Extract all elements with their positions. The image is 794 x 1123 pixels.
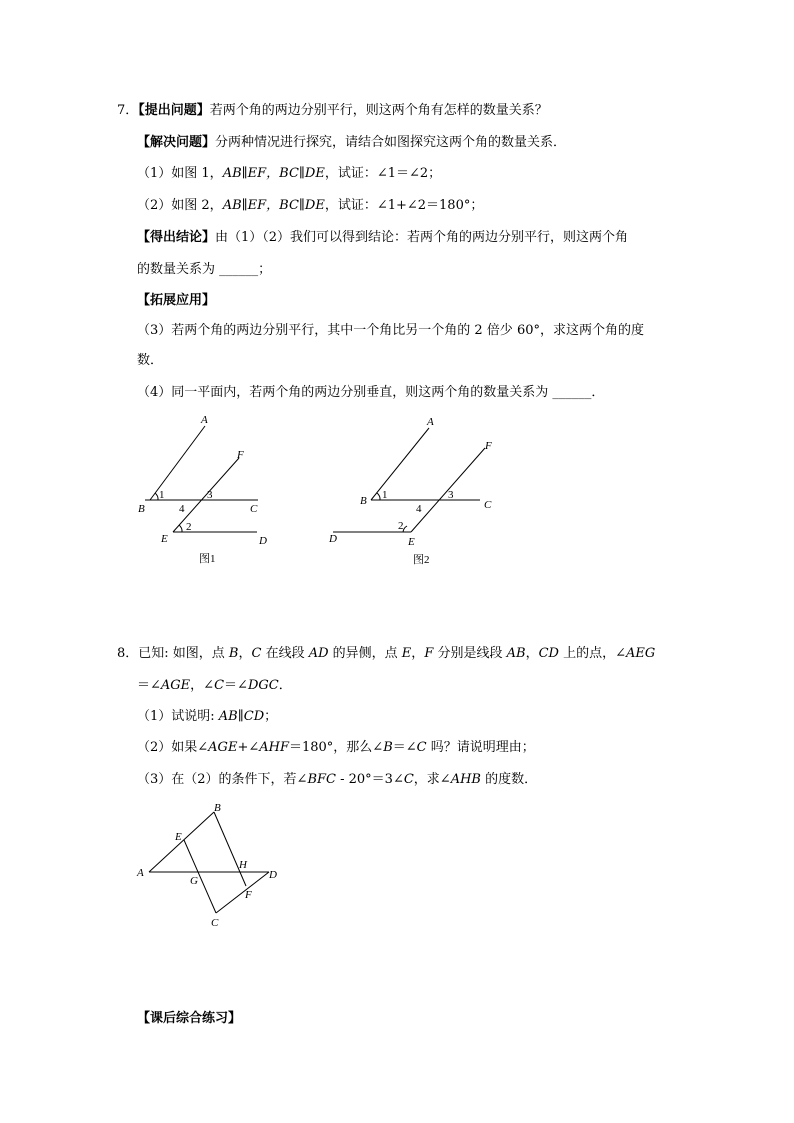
q7-conclusion-blank-line: 的数量关系为 ______； — [137, 262, 272, 277]
fig1-angle-1: 1 — [159, 489, 165, 501]
q8-label-B: B — [214, 802, 221, 814]
fig2-label-A: A — [427, 416, 434, 428]
q8-l1-e: 在线段 — [261, 646, 309, 661]
q8-line-1 — [117, 645, 655, 663]
fig2-caption: 图2 — [413, 554, 430, 566]
q7-part-4-text: （4）同一平面内，若两个角的两边分别垂直，则这两个角的数量关系为 ______． — [137, 385, 605, 400]
q8-p2-g: ＝∠ — [392, 740, 417, 755]
q7-part-1 — [137, 165, 441, 183]
fig1-label-D: D — [259, 535, 267, 547]
q8-label-H: H — [239, 859, 247, 871]
q8-l2-a: ＝∠ — [137, 678, 161, 693]
fig2-angle-2: 2 — [398, 520, 404, 532]
q8-p1-c: ； — [264, 709, 278, 724]
q7-part-3-line-1 — [137, 322, 644, 340]
q8-p2-a: （2）如果∠ — [137, 740, 209, 755]
q8-p3-g: 的度数． — [480, 772, 538, 787]
q8-l1-p: AEG — [625, 646, 656, 661]
q8-l1-b: B — [228, 646, 239, 661]
q8-p2-c: +∠ — [237, 740, 260, 755]
q8-l2-e: ＝∠ — [224, 678, 248, 693]
q8-label-C: C — [211, 917, 219, 929]
q8-l2-d: C — [214, 678, 225, 693]
fig1-label-F: F — [237, 449, 244, 461]
q8-line-BF — [214, 812, 246, 886]
q7-line-7 — [137, 292, 215, 310]
q7-part-2-a: （2）如图 2， — [137, 198, 223, 213]
q8-l1-o: 上的点，∠ — [558, 646, 626, 661]
q8-label-F: F — [245, 889, 252, 901]
q8-p2-b: AGE — [208, 740, 238, 755]
q8-p1-a: （1）试说明: — [137, 709, 219, 724]
q8-p3-d: C — [403, 772, 414, 787]
q7-tag-solve: 【解决问题】 — [137, 135, 216, 150]
q7-conclusion-text: 由（1）（2）我们可以得到结论：若两个角的两边分别平行，则这两个角 — [215, 230, 629, 245]
q7-tag-conclusion: 【得出结论】 — [137, 230, 216, 245]
fig2-label-B: B — [360, 495, 367, 507]
q8-label-E: E — [175, 831, 182, 843]
q8-label-A: A — [137, 867, 144, 879]
q8-label-D: D — [269, 869, 277, 881]
fig1-label-E: E — [161, 533, 168, 545]
q7-part-1-c: ，试证：∠1＝∠2； — [324, 166, 442, 181]
q8-l1-a: 8．已知: 如图，点 — [117, 646, 229, 661]
q8-p2-i: 吗？请说明理由； — [426, 740, 535, 755]
fig1-angle-3: 3 — [207, 489, 213, 501]
q7-part-3-text-2: 数． — [137, 353, 164, 368]
fig2-line-BA — [371, 428, 429, 500]
q8-l2-c: ，∠ — [190, 678, 215, 693]
q8-p3-a: （3）在（2）的条件下，若∠ — [137, 772, 308, 787]
q7-line-2 — [137, 134, 566, 152]
q8-l1-i: ， — [411, 646, 425, 661]
q7-part-2-b: AB∥EF，BC∥DE — [222, 198, 325, 213]
q8-p3-c: - 20°＝3∠ — [335, 772, 404, 787]
fig1-line-EF — [173, 458, 239, 532]
fig1-label-B: B — [138, 503, 145, 515]
figure-1 — [135, 412, 285, 567]
fig1-angle-1-arc — [155, 493, 158, 500]
q8-line-2 — [137, 677, 292, 695]
q7-part-3-text: （3）若两个角的两边分别平行，其中一个角比另一个角的 2 倍少 60°，求这两个角的度 — [137, 323, 644, 338]
q8-l1-h: E — [401, 646, 412, 661]
q7-number: 7． — [117, 103, 139, 118]
fig1-label-A: A — [201, 414, 208, 426]
fig2-angle-2-arc — [403, 526, 407, 532]
q7-part-1-b: AB∥EF，BC∥DE — [222, 166, 325, 181]
q7-part-4 — [137, 384, 604, 402]
q8-p2-e: ＝180°，那么∠ — [288, 740, 384, 755]
q8-part-2 — [137, 739, 535, 757]
fig1-angle-4: 4 — [179, 503, 185, 515]
q8-l1-d: C — [251, 646, 262, 661]
q8-l1-n: CD — [538, 646, 559, 661]
q8-l1-f: AD — [308, 646, 329, 661]
q8-l1-g: 的异侧，点 — [328, 646, 402, 661]
fig2-label-C: C — [484, 499, 492, 511]
q8-p2-h: C — [416, 740, 427, 755]
q8-label-G: G — [190, 875, 198, 887]
q8-part-3 — [137, 771, 537, 789]
q7-line-1 — [117, 102, 548, 120]
fig1-angle-2: 2 — [186, 521, 192, 533]
fig2-label-D: D — [329, 533, 337, 545]
q8-l1-c: ， — [238, 646, 252, 661]
q7-line-5 — [137, 229, 628, 247]
q8-p1-b: AB∥CD — [218, 709, 265, 724]
q7-solve-text: 分两种情况进行探究，请结合如图探究这两个角的数量关系． — [215, 135, 567, 150]
q8-l1-l: AB — [506, 646, 526, 661]
fig2-angle-1-arc — [377, 493, 380, 500]
q8-p3-f: AHB — [450, 772, 481, 787]
q8-l1-j: F — [424, 646, 434, 661]
fig2-angle-4: 4 — [416, 503, 422, 515]
q7-tag-extension: 【拓展应用】 — [137, 293, 216, 308]
q7-part-3-line-2 — [137, 352, 163, 370]
fig2-angle-1: 1 — [382, 489, 388, 501]
q8-p2-f: B — [383, 740, 393, 755]
q8-part-1 — [137, 708, 277, 726]
q7-line-6 — [137, 261, 271, 279]
fig2-label-F: F — [485, 440, 492, 452]
q8-p2-d: AHF — [259, 740, 289, 755]
q8-p3-b: BFC — [307, 772, 336, 787]
q8-l2-f: DGC — [247, 678, 279, 693]
q7-part-1-a: （1）如图 1， — [137, 166, 223, 181]
fig1-angle-2-arc — [179, 525, 182, 532]
fig1-caption: 图1 — [199, 553, 216, 565]
q8-l1-k: 分别是线段 — [433, 646, 507, 661]
q8-l1-m: ， — [525, 646, 539, 661]
q7-part-2 — [137, 197, 483, 215]
q8-p3-e: ，求∠ — [413, 772, 451, 787]
q7-tag-raise-question: 【提出问题】 — [138, 103, 210, 118]
fig1-label-C: C — [250, 503, 258, 515]
figure-2 — [325, 412, 500, 567]
q7-question-text: 若两个角的两边分别平行，则这两个角有怎样的数量关系？ — [209, 103, 548, 118]
after-class-heading: 【课后综合练习】 — [137, 1011, 242, 1026]
q7-part-2-c: ，试证：∠1+∠2＝180°； — [324, 198, 484, 213]
q8-l2-b: AGE — [160, 678, 191, 693]
q8-l2-g: ． — [278, 678, 292, 693]
figure-q8 — [132, 798, 292, 933]
q8-line-EC — [184, 840, 216, 913]
fig2-angle-3: 3 — [448, 489, 454, 501]
fig2-label-E: E — [408, 536, 415, 548]
